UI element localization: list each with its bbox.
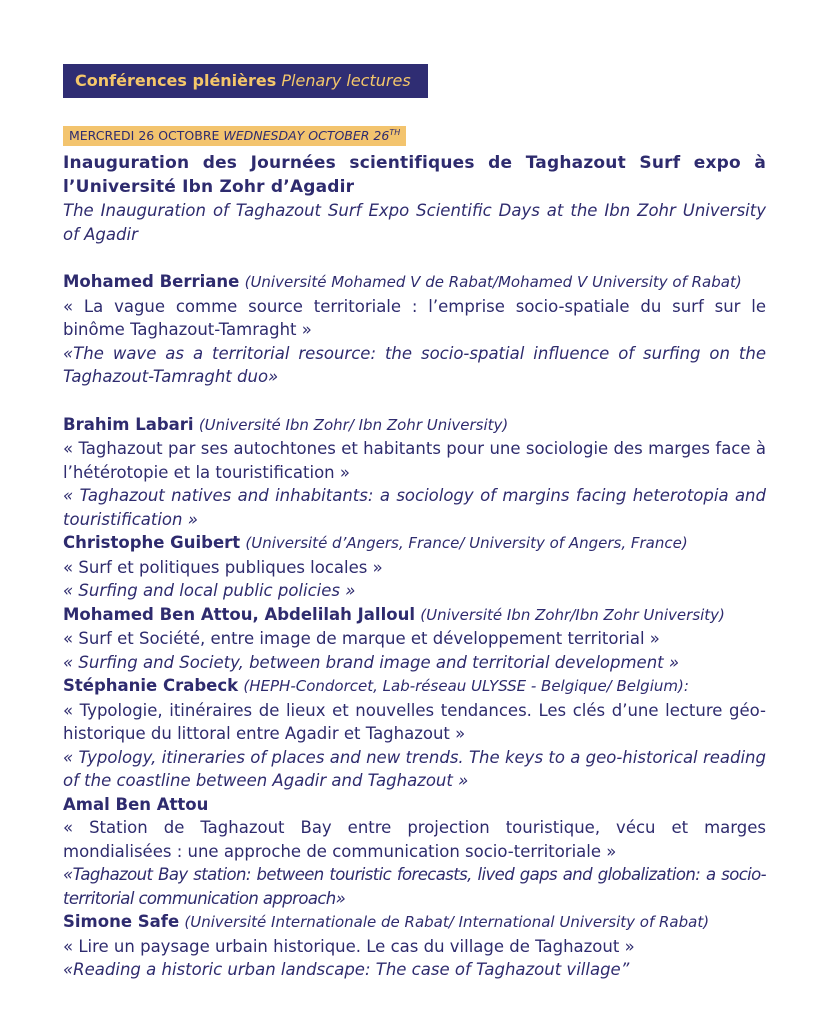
date-label — [63, 126, 406, 146]
banner-title-fr: Conférences plénières — [75, 71, 277, 90]
speaker-name: Stéphanie Crabeck — [63, 676, 239, 695]
speaker-name: Mohamed Berriane — [63, 272, 240, 291]
speaker-affiliation: (Université Ibn Zohr/Ibn Zohr University) — [420, 605, 725, 624]
lecture-title-en: « Typology, itineraries of places and new trends. The keys to a geo-historical reading of the coastline between Agadir and Taghazout » — [63, 747, 766, 790]
lecture-title-en: «Taghazout Bay station: between touristic forecasts, lived gaps and globalization: a socio-territorial communication approach» — [63, 865, 766, 908]
lecture-title-en: « Surfing and local public policies » — [63, 581, 356, 600]
date-en: WEDNESDAY OCTOBER 26 — [223, 128, 390, 143]
speaker-name: Brahim Labari — [63, 414, 194, 434]
speaker-affiliation: (Université Mohamed V de Rabat/Mohamed V University of Rabat) — [244, 273, 742, 291]
lecture-item — [63, 793, 766, 911]
lecture-title-en: «Reading a historic urban landscape: The case of Taghazout village” — [63, 960, 630, 979]
lecture-item — [63, 674, 766, 793]
speaker-affiliation: (HEPH-Condorcet, Lab-réseau ULYSSE - Belgique/ Belgium): — [243, 677, 689, 695]
inauguration-title-fr: Inauguration des Journées scientifiques de Taghazout Surf expo à l’Université Ibn Zohr d’Agadir — [63, 153, 766, 197]
speaker-affiliation: (Université Internationale de Rabat/ International University of Rabat) — [184, 913, 710, 931]
date-suffix: TH — [389, 127, 401, 137]
lecture-item — [63, 270, 766, 389]
lecture-item — [63, 413, 766, 532]
lecture-title-fr: « Surf et Société, entre image de marque et développement territorial » — [63, 629, 660, 648]
banner-title-en: Plenary lectures — [281, 71, 411, 90]
inauguration-title-en: The Inauguration of Taghazout Surf Expo Scientific Days at the Ibn Zohr University of Agadir — [63, 201, 766, 244]
lecture-item — [63, 531, 766, 603]
lecture-title-en: « Surfing and Society, between brand image and territorial development » — [63, 652, 680, 672]
lecture-title-fr: « La vague comme source territoriale : l’emprise socio-spatiale du surf sur le binôme Taghazout-Tamraght » — [63, 296, 766, 339]
date-fr: MERCREDI 26 OCTOBRE — [69, 128, 220, 143]
lecture-title-en: « Taghazout natives and inhabitants: a sociology of margins facing heterotopia and touristification » — [63, 486, 766, 529]
lecture-item — [63, 910, 766, 982]
lecture-title-fr: « Taghazout par ses autochtones et habitants pour une sociologie des marges face à l’hétérotopie et la touristification » — [63, 439, 766, 482]
lecture-item — [63, 603, 766, 675]
lecture-title-fr: « Station de Taghazout Bay entre projection touristique, vécu et marges mondialisées : une approche de communication socio-territoriale » — [63, 818, 766, 861]
lecture-title-fr: « Lire un paysage urbain historique. Le cas du village de Taghazout » — [63, 936, 635, 956]
program-content — [63, 152, 766, 982]
speaker-name: Mohamed Ben Attou, Abdelilah Jalloul — [63, 604, 415, 624]
section-banner — [63, 64, 428, 98]
speaker-affiliation: (Université d’Angers, France/ University of Angers, France) — [245, 534, 688, 552]
lecture-title-fr: « Typologie, itinéraires de lieux et nouvelles tendances. Les clés d’une lecture géo-historique du littoral entre Agadir et Taghazout » — [63, 700, 766, 743]
speaker-name: Amal Ben Attou — [63, 794, 209, 814]
speaker-name: Christophe Guibert — [63, 533, 241, 552]
lecture-title-fr: « Surf et politiques publiques locales » — [63, 557, 383, 577]
speaker-name: Simone Safe — [63, 912, 180, 931]
lecture-title-en: «The wave as a territorial resource: the socio-spatial influence of surfing on the Taghazout-Tamraght duo» — [63, 343, 766, 386]
speaker-affiliation: (Université Ibn Zohr/ Ibn Zohr University) — [198, 415, 509, 434]
